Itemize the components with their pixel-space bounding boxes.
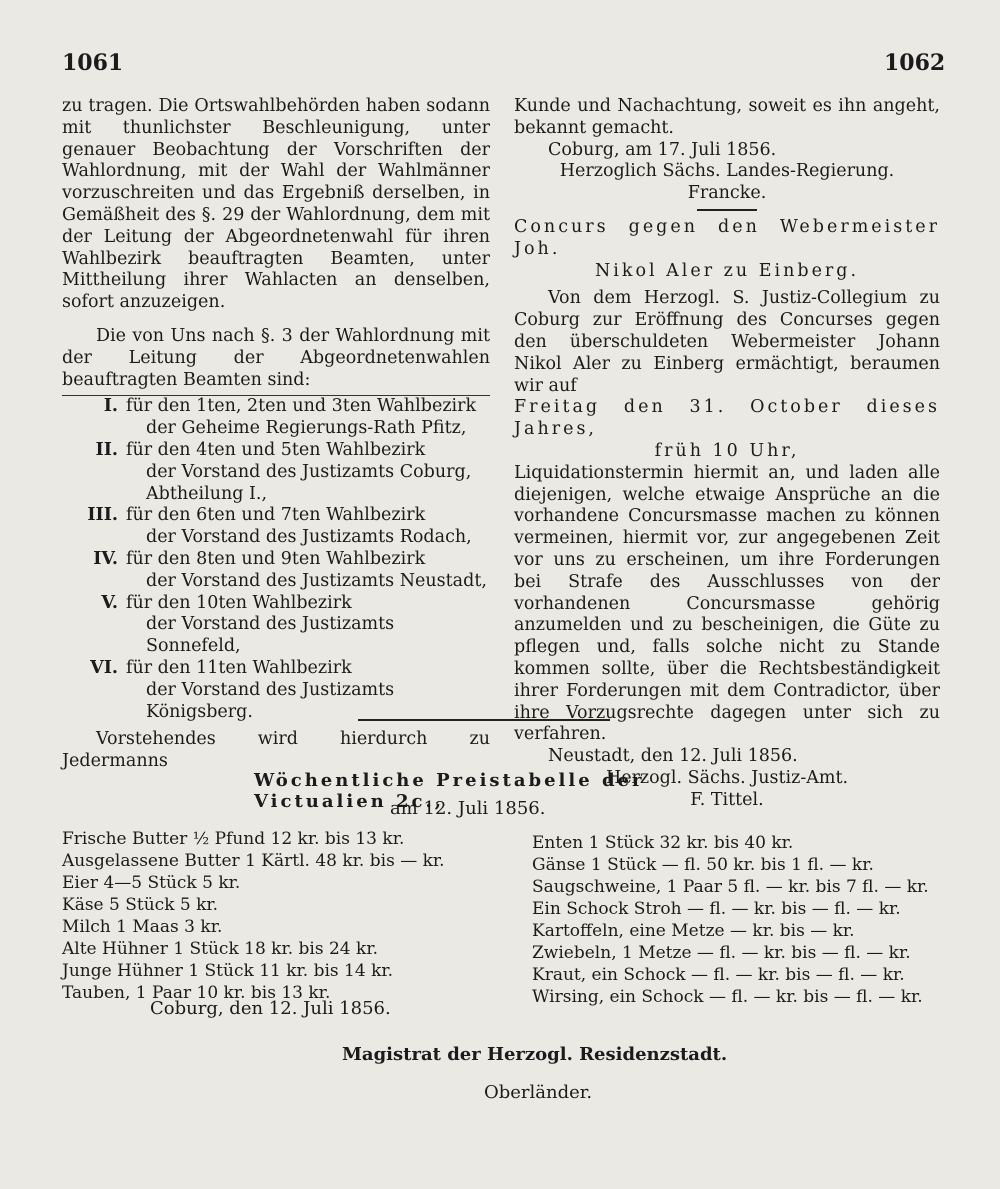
hearing-date: Freitag den 31. October dieses Jahres, — [514, 397, 940, 440]
price-table-title: Wöchentliche Preistabelle der Victualien 2c., — [254, 770, 645, 812]
signature: Francke. — [687, 183, 767, 204]
paragraph-continuation: Kunde und Nachachtung, soweit es ihn angeht, bekannt gemacht. — [514, 96, 940, 138]
section-divider-wide — [358, 719, 610, 721]
entry-number: VI. — [90, 657, 118, 678]
signature-2: F. Tittel. — [690, 789, 764, 810]
price-item: Tauben, 1 Paar 10 kr. bis 13 kr. — [62, 983, 331, 1003]
entry-number: III. — [87, 505, 118, 526]
entry-number: IV. — [93, 548, 118, 569]
entry-number: V. — [101, 592, 118, 613]
official-text: der Vorstand des Justizamts Neustadt, — [146, 570, 487, 591]
notice-heading: Concurs gegen den Webermeister Joh. — [514, 216, 940, 259]
price-list-left — [62, 828, 502, 1004]
price-list-right — [532, 832, 952, 1008]
price-place-date: Coburg, den 12. Juli 1856. — [150, 998, 391, 1019]
price-table-date: am 12. Juli 1856. — [390, 798, 546, 819]
district-text: für den 6ten und 7ten Wahlbezirk — [126, 505, 426, 526]
price-item: Ein Schock Stroh — fl. — kr. bis — fl. — kr. — [532, 899, 901, 919]
price-item: Kartoffeln, eine Metze — kr. bis — kr. — [532, 921, 855, 941]
official-entry — [62, 593, 490, 658]
district-text: für den 10ten Wahlbezirk — [126, 592, 352, 613]
district-text: für den 8ten und 9ten Wahlbezirk — [126, 548, 426, 569]
left-column — [62, 96, 490, 773]
paragraph-notice-body: Liquidationstermin hiermit an, und laden alle diejenigen, welche etwaige Ansprüche an die vorhandene Concursmasse machen zu können vermeinen, hiermit vor, zur angegebenen Zeit vor uns zu erscheinen, um ihre Forderungen bei Strafe des Ausschlusses von der vorhandenen Concursmasse gehörig anzumelden und zu bescheinigen, die Güte zu pflegen und, falls solche nicht zu Stande kommen sollte, über die Rechtsbeständigkeit ihrer Forderungen mit dem Contradictor, über ihre Vorzugsrechte dagegen unter sich zu verfahren. — [514, 462, 940, 745]
officials-list — [62, 395, 490, 723]
price-signature: Oberländer. — [484, 1082, 593, 1103]
price-item: Enten 1 Stück 32 kr. bis 40 kr. — [532, 833, 794, 853]
price-item: Wirsing, ein Schock — fl. — kr. bis — fl. — kr. — [532, 987, 923, 1007]
hearing-time: früh 10 Uhr, — [654, 440, 800, 461]
official-entry — [62, 396, 490, 440]
district-text: für den 4ten und 5ten Wahlbezirk — [126, 439, 426, 460]
official-entry — [62, 658, 490, 723]
official-entry — [62, 440, 490, 505]
official-text: der Vorstand des Justizamts Coburg, Abtheilung I., — [146, 461, 472, 504]
place-date-2: Neustadt, den 12. Juli 1856. — [548, 746, 798, 767]
page-number-left: 1061 — [62, 50, 124, 76]
price-item: Zwiebeln, 1 Metze — fl. — kr. bis — fl. — kr. — [532, 943, 911, 963]
price-item: Saugschweine, 1 Paar 5 fl. — kr. bis 7 fl. — kr. — [532, 877, 929, 897]
price-item: Ausgelassene Butter 1 Kärtl. 48 kr. bis — kr. — [62, 851, 445, 871]
price-item: Gänse 1 Stück — fl. 50 kr. bis 1 fl. — kr. — [532, 855, 874, 875]
paragraph-election-report: zu tragen. Die Ortswahlbehörden haben sodann mit thunlichster Beschleunigung, unter genauer Beobachtung der Vorschriften der Wahlordnung, mit der Wahl der Wahlmänner vorzuschreiten und das Ergebniß derselben, in Gemäßheit des §. 29 der Wahlordnung, dem mit der Leitung der Abgeordnetenwahl für ihren Wahlbezirk beauftragten Beamten, unter Mittheilung ihrer Wahlacten an denselben, sofort anzuzeigen. — [62, 96, 490, 313]
official-text: der Vorstand des Justizamts Sonnefeld, — [146, 614, 395, 657]
entry-number: II. — [95, 439, 118, 460]
price-item: Kraut, ein Schock — fl. — kr. bis — fl. — kr. — [532, 965, 905, 985]
district-text: für den 11ten Wahlbezirk — [126, 657, 352, 678]
price-item: Milch 1 Maas 3 kr. — [62, 917, 223, 937]
issuing-authority-2: Herzogl. Sächs. Justiz-Amt. — [605, 767, 849, 788]
official-text: der Vorstand des Justizamts Königsberg. — [146, 679, 395, 722]
price-item: Eier 4—5 Stück 5 kr. — [62, 873, 241, 893]
page-number-right: 1062 — [884, 50, 946, 76]
official-entry — [62, 549, 490, 593]
paragraph-publication: Vorstehendes wird hierdurch zu Jedermanns — [62, 729, 490, 772]
price-item: Käse 5 Stück 5 kr. — [62, 895, 219, 915]
notice-heading-cont: Nikol Aler zu Einberg. — [594, 260, 860, 281]
paragraph-notice-intro: Von dem Herzogl. S. Justiz-Collegium zu Coburg zur Eröffnung des Concurses gegen den überschuldeten Webermeister Johann Nikol Aler zu Einberg ermächtigt, beraumen wir auf — [514, 288, 940, 396]
official-text: der Vorstand des Justizamts Rodach, — [146, 527, 472, 548]
entry-number: I. — [103, 396, 118, 417]
section-divider — [697, 209, 757, 211]
price-authority: Magistrat der Herzogl. Residenzstadt. — [342, 1044, 728, 1065]
right-column — [514, 96, 940, 812]
district-text: für den 1ten, 2ten und 3ten Wahlbezirk — [126, 396, 477, 417]
price-item: Frische Butter ½ Pfund 12 kr. bis 13 kr. — [62, 829, 405, 849]
official-text: der Geheime Regierungs-Rath Pfitz, — [146, 418, 467, 439]
issuing-authority: Herzoglich Sächs. Landes-Regierung. — [559, 161, 895, 182]
official-entry — [62, 505, 490, 549]
price-item: Alte Hühner 1 Stück 18 kr. bis 24 kr. — [62, 939, 378, 959]
price-item: Junge Hühner 1 Stück 11 kr. bis 14 kr. — [62, 961, 394, 981]
place-date: Coburg, am 17. Juli 1856. — [548, 139, 777, 160]
paragraph-officials-intro: Die von Uns nach §. 3 der Wahlordnung mit der Leitung der Abgeordnetenwahlen beauftragten Beamten sind: — [62, 325, 490, 390]
